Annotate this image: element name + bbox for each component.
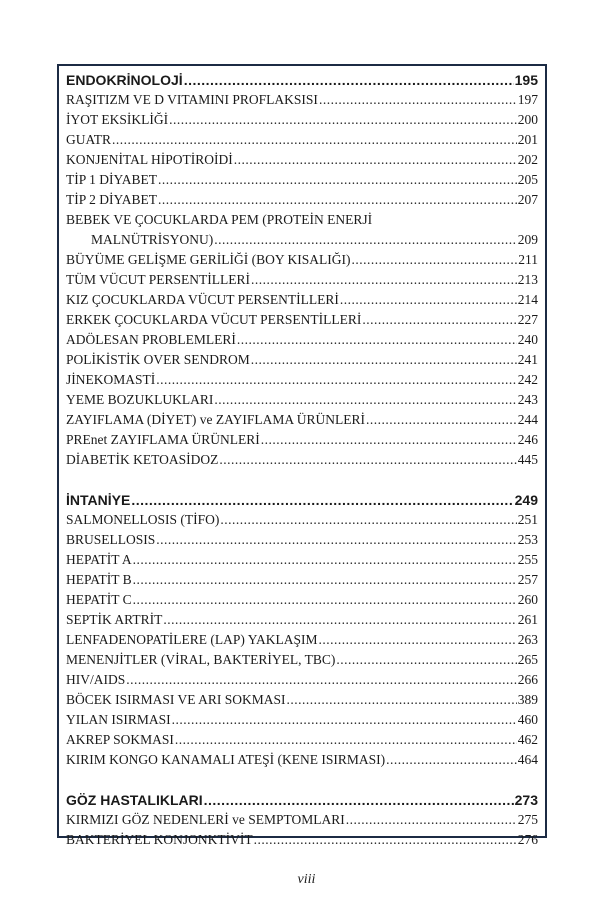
toc-entry-title: BEBEK VE ÇOCUKLARDA PEM (PROTEİN ENERJİ: [66, 212, 373, 227]
dot-leader: [340, 290, 517, 310]
toc-entry-page: 276: [517, 832, 538, 847]
toc-entry[interactable]: [66, 270, 538, 290]
page-number: viii: [297, 872, 316, 887]
dot-leader: [254, 830, 517, 850]
toc-entry-title: KIRIM KONGO KANAMALI ATEŞİ (KENE ISIRMASI): [66, 752, 386, 767]
dot-leader: [131, 490, 513, 510]
toc-entry-title: KONJENİTAL HİPOTİROİDİ: [66, 152, 233, 167]
dot-leader: [237, 330, 517, 350]
dot-leader: [214, 390, 516, 410]
dot-leader: [351, 250, 517, 270]
dot-leader: [112, 130, 517, 150]
toc-entry-title: RAŞITIZM VE D VITAMINI PROFLAKSISI: [66, 92, 318, 107]
toc-entry[interactable]: [66, 590, 538, 610]
toc-entry[interactable]: [66, 410, 538, 430]
toc-entry[interactable]: [66, 530, 538, 550]
dot-leader: [163, 610, 516, 630]
section-heading-title: GÖZ HASTALIKLARI: [66, 792, 203, 808]
toc-entry-title: TİP 2 DİYABET: [66, 192, 157, 207]
dot-leader: [219, 450, 516, 470]
section-heading[interactable]: [66, 490, 538, 510]
toc-entry-page: 464: [517, 752, 538, 767]
dot-leader: [386, 750, 517, 770]
toc-entry[interactable]: [66, 670, 538, 690]
toc-entry-title: YEME BOZUKLUKLARI: [66, 392, 214, 407]
toc-entry[interactable]: [66, 830, 538, 850]
toc-entry-title: POLİKİSTİK OVER SENDROM: [66, 352, 250, 367]
toc-entry-page: 213: [517, 272, 538, 287]
toc-entry[interactable]: [66, 630, 538, 650]
toc-entry[interactable]: [66, 450, 538, 470]
toc-entry-page: 462: [517, 732, 538, 747]
toc-entry[interactable]: [66, 650, 538, 670]
toc-entry-page: 263: [517, 632, 538, 647]
section-heading[interactable]: [66, 70, 538, 90]
dot-leader: [251, 350, 517, 370]
toc-entry-title: AKREP SOKMASI: [66, 732, 174, 747]
toc-entry-title: SALMONELLOSIS (TİFO): [66, 512, 220, 527]
dot-leader: [133, 550, 517, 570]
dot-leader: [319, 630, 517, 650]
dot-leader: [158, 170, 517, 190]
toc-entry-title: HEPATİT A: [66, 552, 132, 567]
toc-entry-page: 243: [517, 392, 538, 407]
toc-entry[interactable]: [66, 730, 538, 750]
dot-leader: [126, 670, 517, 690]
toc-entry-title: ZAYIFLAMA (DİYET) ve ZAYIFLAMA ÜRÜNLERİ: [66, 412, 365, 427]
toc-entry-page: 201: [517, 132, 538, 147]
toc-entry[interactable]: [66, 110, 538, 130]
toc-entry-page: 207: [517, 192, 538, 207]
toc-entry-page: 240: [517, 332, 538, 347]
toc-entry-page: 214: [517, 292, 538, 307]
toc-entry-continuation-page: 209: [517, 232, 538, 247]
section-heading-page: 249: [514, 492, 538, 508]
toc-entry-page: 251: [517, 512, 538, 527]
toc-entry[interactable]: [66, 170, 538, 190]
toc-entry[interactable]: [66, 290, 538, 310]
dot-leader: [169, 110, 517, 130]
dot-leader: [287, 690, 517, 710]
toc-entry-title: HEPATİT C: [66, 592, 132, 607]
toc-entry[interactable]: [66, 610, 538, 630]
toc-entry-page: 261: [517, 612, 538, 627]
dot-leader: [133, 590, 517, 610]
dot-leader: [214, 230, 517, 250]
dot-leader: [184, 70, 514, 90]
toc-entry[interactable]: [66, 810, 538, 830]
dot-leader: [336, 650, 516, 670]
section-heading-title: ENDOKRİNOLOJİ: [66, 72, 183, 88]
toc-entry-title: SEPTİK ARTRİT: [66, 612, 163, 627]
toc-entry[interactable]: [66, 250, 538, 270]
toc-entry-page: 242: [517, 372, 538, 387]
toc-entry-title: MENENJİTLER (VİRAL, BAKTERİYEL, TBC): [66, 652, 336, 667]
dot-leader: [362, 310, 516, 330]
toc-entry-title: BÖCEK ISIRMASI VE ARI SOKMASI: [66, 692, 286, 707]
dot-leader: [204, 790, 514, 810]
dot-leader: [156, 530, 516, 550]
toc-entry[interactable]: [66, 90, 538, 110]
toc-entry[interactable]: [66, 570, 538, 590]
toc-entry-page: 389: [517, 692, 538, 707]
toc-entry-page: 200: [517, 112, 538, 127]
toc-section: [66, 490, 538, 770]
dot-leader: [366, 410, 517, 430]
toc-entry-page: 255: [517, 552, 538, 567]
toc-entry[interactable]: [66, 430, 538, 450]
toc-entry-page: 253: [517, 532, 538, 547]
dot-leader: [175, 730, 517, 750]
section-heading-page: 195: [514, 72, 538, 88]
toc-entry-continuation-title: MALNÜTRİSYONU): [91, 232, 214, 247]
toc-entry[interactable]: [66, 690, 538, 710]
toc-section: [66, 70, 538, 470]
dot-leader: [346, 810, 517, 830]
toc-entry-page: 241: [517, 352, 538, 367]
dot-leader: [158, 190, 517, 210]
toc-entry-title: KIZ ÇOCUKLARDA VÜCUT PERSENTİLLERİ: [66, 292, 339, 307]
toc-entry-title: PREnet ZAYIFLAMA ÜRÜNLERİ: [66, 432, 260, 447]
toc-section: [66, 790, 538, 850]
section-heading-page: 273: [514, 792, 538, 808]
toc-entry-title: ERKEK ÇOCUKLARDA VÜCUT PERSENTİLLERİ: [66, 312, 362, 327]
toc-entry-page: 266: [517, 672, 538, 687]
toc-entry-page: 445: [517, 452, 538, 467]
toc-entry-page: 197: [517, 92, 538, 107]
toc-entry-title: DİABETİK KETOASİDOZ: [66, 452, 219, 467]
toc-entry[interactable]: [66, 210, 538, 230]
dot-leader: [133, 570, 517, 590]
section-heading-title: İNTANİYE: [66, 492, 131, 508]
toc-entry-page: 227: [517, 312, 538, 327]
toc-entry-title: LENFADENOPATİLERE (LAP) YAKLAŞIM: [66, 632, 318, 647]
dot-leader: [319, 90, 517, 110]
toc-entry-title: ADÖLESAN PROBLEMLERİ: [66, 332, 236, 347]
toc-entry-title: İYOT EKSİKLİĞİ: [66, 112, 169, 127]
dot-leader: [156, 370, 517, 390]
toc-entry-page: 460: [517, 712, 538, 727]
toc-entry[interactable]: [66, 310, 538, 330]
toc-entry-page: 246: [517, 432, 538, 447]
toc-entry-page: 260: [517, 592, 538, 607]
toc-entry[interactable]: [66, 190, 538, 210]
toc-entry[interactable]: [66, 130, 538, 150]
dot-leader: [220, 510, 516, 530]
toc-entry-page: 275: [517, 812, 538, 827]
toc-entry-page: 211: [518, 252, 538, 267]
toc-entry[interactable]: [66, 370, 538, 390]
toc-entry-page: 265: [517, 652, 538, 667]
dot-leader: [234, 150, 517, 170]
section-heading[interactable]: [66, 790, 538, 810]
toc-entry[interactable]: [66, 510, 538, 530]
toc-entry-title: JİNEKOMASTİ: [66, 372, 156, 387]
toc-entry[interactable]: [66, 330, 538, 350]
toc-entry-title: KIRMIZI GÖZ NEDENLERİ ve SEMPTOMLARI: [66, 812, 345, 827]
toc-entry-title: HIV/AIDS: [66, 672, 126, 687]
toc-entry[interactable]: [66, 150, 538, 170]
dot-leader: [251, 270, 517, 290]
table-of-contents: [57, 64, 547, 847]
dot-leader: [261, 430, 517, 450]
toc-entry-page: 202: [517, 152, 538, 167]
toc-entry-title: TÜM VÜCUT PERSENTİLLERİ: [66, 272, 251, 287]
toc-entry[interactable]: [66, 750, 538, 770]
toc-entry-page: 257: [517, 572, 538, 587]
toc-entry[interactable]: [66, 390, 538, 410]
toc-entry-title: TİP 1 DİYABET: [66, 172, 157, 187]
toc-entry[interactable]: [66, 710, 538, 730]
toc-entry-continuation[interactable]: [66, 230, 538, 250]
toc-entry-title: BAKTERİYEL KONJONKTİVİT: [66, 832, 253, 847]
toc-entry-page: 205: [517, 172, 538, 187]
toc-entry-title: HEPATİT B: [66, 572, 132, 587]
toc-entry-title: YILAN ISIRMASI: [66, 712, 171, 727]
dot-leader: [172, 710, 517, 730]
toc-entry-title: GUATR: [66, 132, 112, 147]
toc-entry-title: BRUSELLOSIS: [66, 532, 156, 547]
toc-entry-page: 244: [517, 412, 538, 427]
toc-entry-title: BÜYÜME GELİŞME GERİLİĞİ (BOY KISALIĞI): [66, 252, 351, 267]
toc-entry[interactable]: [66, 550, 538, 570]
toc-entry[interactable]: [66, 350, 538, 370]
